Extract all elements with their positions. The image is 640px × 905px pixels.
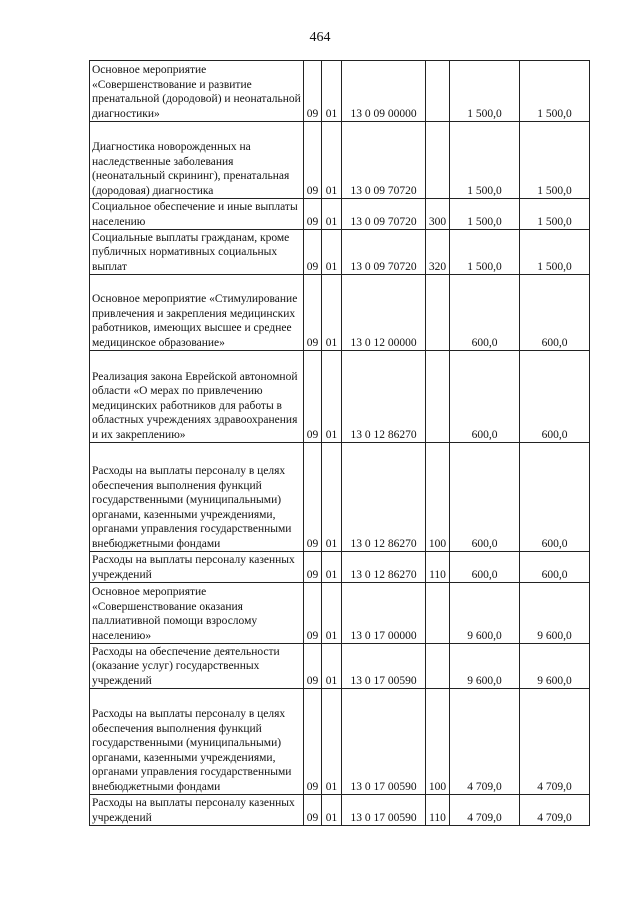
expense-type-cell bbox=[426, 351, 450, 443]
table-row bbox=[90, 230, 590, 275]
expense-type-cell bbox=[426, 644, 450, 689]
amount-year1-cell: 4 709,0 bbox=[450, 689, 520, 795]
amount-year1-cell: 600,0 bbox=[450, 275, 520, 351]
description-cell: Социальные выплаты гражданам, кроме публичных нормативных социальных выплат bbox=[90, 230, 304, 275]
subsection-code-cell: 01 bbox=[322, 795, 342, 826]
target-article-cell: 13 0 09 70720 bbox=[342, 122, 426, 199]
amount-year2-cell: 9 600,0 bbox=[520, 644, 590, 689]
section-code-cell: 09 bbox=[304, 552, 322, 583]
expense-type-cell bbox=[426, 583, 450, 644]
amount-year1-cell: 1 500,0 bbox=[450, 199, 520, 230]
target-article-cell: 13 0 09 00000 bbox=[342, 61, 426, 122]
description-cell: Основное мероприятие «Совершенствование оказания паллиативной помощи взрослому населению» bbox=[90, 583, 304, 644]
section-code-cell: 09 bbox=[304, 122, 322, 199]
amount-year2-cell: 600,0 bbox=[520, 351, 590, 443]
subsection-code-cell: 01 bbox=[322, 552, 342, 583]
amount-year2-cell: 1 500,0 bbox=[520, 230, 590, 275]
target-article-cell: 13 0 17 00590 bbox=[342, 795, 426, 826]
section-code-cell: 09 bbox=[304, 443, 322, 552]
subsection-code-cell: 01 bbox=[322, 275, 342, 351]
section-code-cell: 09 bbox=[304, 199, 322, 230]
amount-year2-cell: 4 709,0 bbox=[520, 795, 590, 826]
section-code-cell: 09 bbox=[304, 644, 322, 689]
amount-year1-cell: 4 709,0 bbox=[450, 795, 520, 826]
amount-year1-cell: 1 500,0 bbox=[450, 230, 520, 275]
amount-year2-cell: 600,0 bbox=[520, 552, 590, 583]
amount-year1-cell: 600,0 bbox=[450, 351, 520, 443]
expense-type-cell: 320 bbox=[426, 230, 450, 275]
amount-year1-cell: 9 600,0 bbox=[450, 644, 520, 689]
table-row bbox=[90, 795, 590, 826]
expense-type-cell: 100 bbox=[426, 689, 450, 795]
expense-type-cell bbox=[426, 275, 450, 351]
target-article-cell: 13 0 09 70720 bbox=[342, 199, 426, 230]
subsection-code-cell: 01 bbox=[322, 61, 342, 122]
amount-year1-cell: 1 500,0 bbox=[450, 61, 520, 122]
description-cell: Расходы на выплаты персоналу казенных учреждений bbox=[90, 795, 304, 826]
amount-year1-cell: 600,0 bbox=[450, 443, 520, 552]
description-cell: Расходы на выплаты персоналу в целях обеспечения выполнения функций государственными (муниципальными) органами, казенными учреждениями, органами управления государственными внебюджетными фондами bbox=[90, 443, 304, 552]
section-code-cell: 09 bbox=[304, 583, 322, 644]
expense-type-cell bbox=[426, 122, 450, 199]
target-article-cell: 13 0 12 86270 bbox=[342, 351, 426, 443]
amount-year2-cell: 600,0 bbox=[520, 443, 590, 552]
table-row bbox=[90, 61, 590, 122]
description-cell: Социальное обеспечение и иные выплаты населению bbox=[90, 199, 304, 230]
amount-year2-cell: 4 709,0 bbox=[520, 689, 590, 795]
section-code-cell: 09 bbox=[304, 689, 322, 795]
table-row bbox=[90, 443, 590, 552]
table-row bbox=[90, 644, 590, 689]
amount-year2-cell: 1 500,0 bbox=[520, 122, 590, 199]
subsection-code-cell: 01 bbox=[322, 689, 342, 795]
budget-table-body bbox=[90, 61, 590, 826]
amount-year2-cell: 600,0 bbox=[520, 275, 590, 351]
subsection-code-cell: 01 bbox=[322, 443, 342, 552]
target-article-cell: 13 0 17 00590 bbox=[342, 644, 426, 689]
subsection-code-cell: 01 bbox=[322, 644, 342, 689]
subsection-code-cell: 01 bbox=[322, 583, 342, 644]
expense-type-cell: 110 bbox=[426, 552, 450, 583]
table-row bbox=[90, 122, 590, 199]
amount-year2-cell: 1 500,0 bbox=[520, 61, 590, 122]
target-article-cell: 13 0 09 70720 bbox=[342, 230, 426, 275]
description-cell: Основное мероприятие «Совершенствование и развитие пренатальной (дородовой) и неонатальной диагностики» bbox=[90, 61, 304, 122]
target-article-cell: 13 0 12 00000 bbox=[342, 275, 426, 351]
description-cell: Диагностика новорожденных на наследственные заболевания (неонатальный скрининг), пренатальная (дородовая) диагностика bbox=[90, 122, 304, 199]
expense-type-cell: 300 bbox=[426, 199, 450, 230]
section-code-cell: 09 bbox=[304, 61, 322, 122]
description-cell: Расходы на обеспечение деятельности (оказание услуг) государственных учреждений bbox=[90, 644, 304, 689]
expense-type-cell: 110 bbox=[426, 795, 450, 826]
amount-year1-cell: 1 500,0 bbox=[450, 122, 520, 199]
section-code-cell: 09 bbox=[304, 351, 322, 443]
target-article-cell: 13 0 12 86270 bbox=[342, 552, 426, 583]
subsection-code-cell: 01 bbox=[322, 230, 342, 275]
expense-type-cell: 100 bbox=[426, 443, 450, 552]
page-number: 464 bbox=[309, 30, 331, 45]
subsection-code-cell: 01 bbox=[322, 351, 342, 443]
table-row bbox=[90, 583, 590, 644]
amount-year1-cell: 9 600,0 bbox=[450, 583, 520, 644]
subsection-code-cell: 01 bbox=[322, 199, 342, 230]
budget-table bbox=[89, 60, 590, 826]
description-cell: Расходы на выплаты персоналу в целях обеспечения выполнения функций государственными (муниципальными) органами, казенными учреждениями, органами управления государственными внебюджетными фондами bbox=[90, 689, 304, 795]
amount-year2-cell: 9 600,0 bbox=[520, 583, 590, 644]
description-cell: Расходы на выплаты персоналу казенных учреждений bbox=[90, 552, 304, 583]
target-article-cell: 13 0 17 00590 bbox=[342, 689, 426, 795]
amount-year2-cell: 1 500,0 bbox=[520, 199, 590, 230]
subsection-code-cell: 01 bbox=[322, 122, 342, 199]
description-cell: Реализация закона Еврейской автономной области «О мерах по привлечению медицинских работников для работы в областных учреждениях здравоохранения и их закреплению» bbox=[90, 351, 304, 443]
target-article-cell: 13 0 17 00000 bbox=[342, 583, 426, 644]
table-row bbox=[90, 199, 590, 230]
table-row bbox=[90, 689, 590, 795]
amount-year1-cell: 600,0 bbox=[450, 552, 520, 583]
section-code-cell: 09 bbox=[304, 275, 322, 351]
table-row bbox=[90, 552, 590, 583]
table-row bbox=[90, 275, 590, 351]
section-code-cell: 09 bbox=[304, 230, 322, 275]
section-code-cell: 09 bbox=[304, 795, 322, 826]
description-cell: Основное мероприятие «Стимулирование привлечения и закрепления медицинских работников, имеющих высшее и среднее медицинское образование» bbox=[90, 275, 304, 351]
target-article-cell: 13 0 12 86270 bbox=[342, 443, 426, 552]
table-row bbox=[90, 351, 590, 443]
expense-type-cell bbox=[426, 61, 450, 122]
